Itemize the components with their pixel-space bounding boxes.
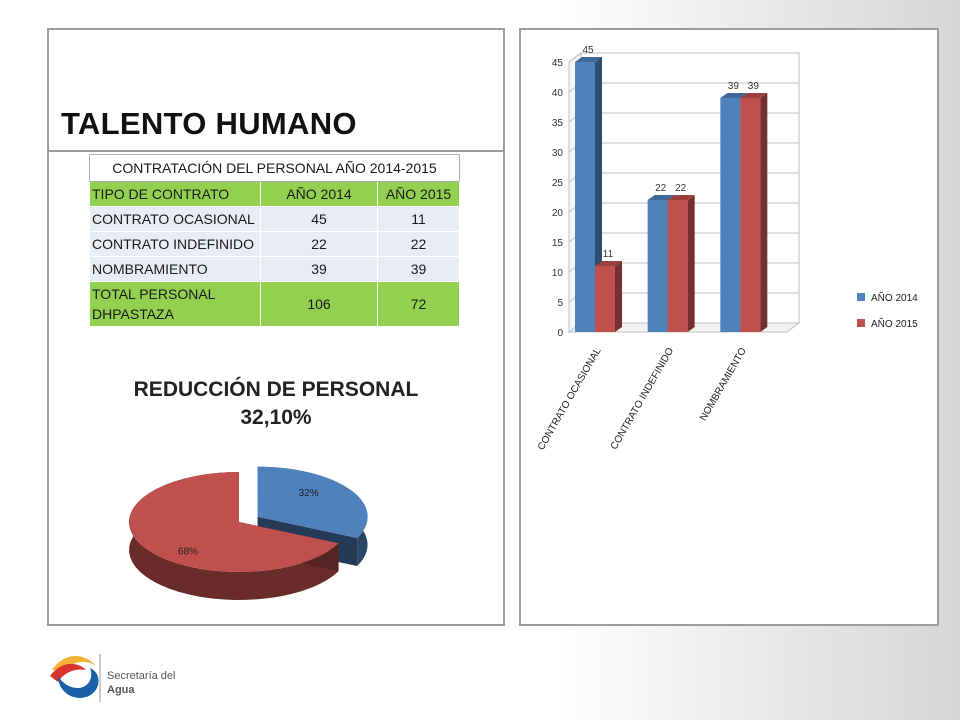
cell-type: CONTRATO OCASIONAL	[90, 207, 261, 232]
data-label: 22	[655, 183, 667, 194]
data-label: 22	[675, 183, 687, 194]
bar-side	[760, 93, 767, 332]
cell-type: NOMBRAMIENTO	[90, 257, 261, 282]
cell-2015: 72	[378, 282, 460, 327]
legend-label: AÑO 2014	[871, 293, 918, 304]
bar	[648, 200, 668, 332]
bar-chart	[521, 30, 937, 624]
y-tick-label: 40	[551, 88, 563, 99]
pie-title-line1: REDUCCIÓN DE PERSONAL	[133, 378, 419, 401]
pie-slice-label: 32%	[298, 487, 319, 499]
cell-type: TOTAL PERSONAL DHPASTAZA	[90, 282, 261, 327]
legend-swatch	[857, 293, 865, 301]
right-panel	[519, 28, 939, 626]
cell-2014: 45	[261, 207, 378, 232]
secretaria-del-agua-logo	[44, 646, 224, 706]
header-contract-type: TIPO DE CONTRATO	[90, 182, 261, 207]
title-divider	[49, 150, 503, 152]
table-row	[90, 232, 460, 257]
bar	[720, 98, 740, 332]
contract-table	[89, 154, 460, 327]
cell-2015: 22	[378, 232, 460, 257]
data-label: 39	[747, 81, 759, 92]
pie-title-line2: 32,10%	[240, 406, 312, 429]
y-tick-label: 15	[551, 238, 563, 249]
left-panel	[47, 28, 505, 626]
pie-chart-title	[49, 376, 503, 432]
logo-text-line1: Secretaría del	[107, 670, 176, 682]
bar	[668, 200, 688, 332]
table-total-row	[90, 282, 460, 327]
pie-chart	[109, 460, 469, 630]
cell-2014: 22	[261, 232, 378, 257]
legend-swatch	[857, 319, 865, 327]
slide-title: TALENTO HUMANO	[61, 106, 357, 141]
cell-2015: 39	[378, 257, 460, 282]
x-tick-label: NOMBRAMIENTO	[698, 346, 749, 424]
legend-label: AÑO 2015	[871, 319, 918, 330]
bar-side	[688, 195, 695, 332]
bar-side	[615, 261, 622, 332]
header-year-2014: AÑO 2014	[261, 182, 378, 207]
data-label: 45	[582, 45, 594, 56]
header-year-2015: AÑO 2015	[378, 182, 460, 207]
table-row	[90, 257, 460, 282]
y-tick-label: 25	[551, 178, 563, 189]
y-tick-label: 30	[551, 148, 563, 159]
table-header-row	[90, 182, 460, 207]
y-tick-label: 35	[551, 118, 563, 129]
y-tick-label: 45	[551, 58, 563, 69]
y-tick-label: 20	[551, 208, 563, 219]
pie-slice-label: 68%	[177, 546, 198, 558]
y-tick-label: 10	[551, 268, 563, 279]
bar	[575, 62, 595, 332]
logo-text-line2: Agua	[107, 684, 135, 696]
table-row	[90, 207, 460, 232]
bar	[740, 98, 760, 332]
cell-type: CONTRATO INDEFINIDO	[90, 232, 261, 257]
water-drop-logo-icon	[44, 646, 104, 706]
cell-2014: 39	[261, 257, 378, 282]
table-caption: CONTRATACIÓN DEL PERSONAL AÑO 2014-2015	[90, 155, 460, 182]
data-label: 39	[727, 81, 739, 92]
cell-2015: 11	[378, 207, 460, 232]
y-tick-label: 5	[557, 298, 563, 309]
y-tick-label: 0	[557, 328, 563, 339]
x-tick-label: CONTRATO OCASIONAL	[535, 346, 604, 453]
x-tick-label: CONTRATO INDEFINIDO	[608, 346, 677, 452]
cell-2014: 106	[261, 282, 378, 327]
data-label: 11	[602, 249, 614, 260]
bar	[595, 266, 615, 332]
